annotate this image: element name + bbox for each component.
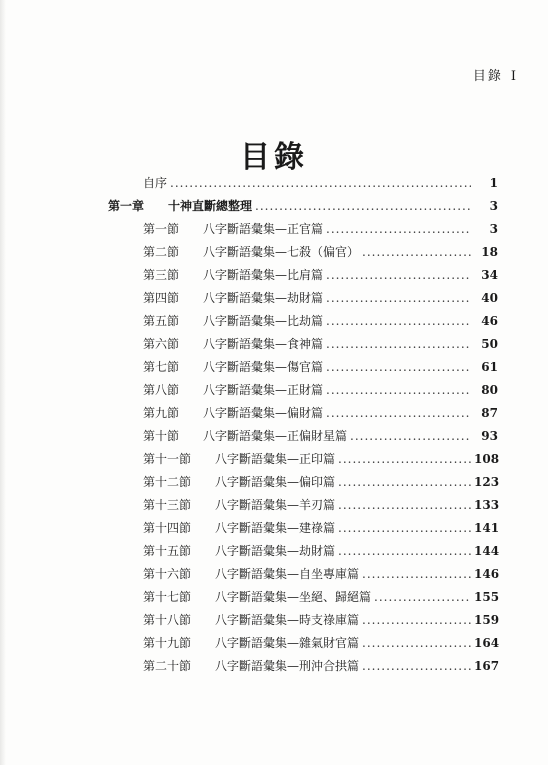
toc-entry-page: 159 xyxy=(474,613,500,627)
toc-section-title: 八字斷語彙集—食神篇 xyxy=(203,337,324,351)
toc-entry-chapter-1[interactable] xyxy=(108,195,498,217)
toc-entry-section[interactable] xyxy=(143,425,498,447)
toc-section-number: 第四節 xyxy=(143,291,180,305)
toc-section-number: 第十四節 xyxy=(143,521,192,535)
toc-entry-section[interactable] xyxy=(143,287,498,309)
toc-entry-page: 40 xyxy=(481,291,498,305)
toc-entry-section[interactable] xyxy=(143,655,498,677)
toc-dot-leader xyxy=(362,563,471,585)
toc-entry-section[interactable] xyxy=(143,609,498,631)
toc-dot-leader xyxy=(362,609,471,631)
toc-entry-section[interactable] xyxy=(143,379,498,401)
toc-section-title: 八字斷語彙集—正偏財星篇 xyxy=(203,429,348,443)
toc-dot-leader xyxy=(326,333,471,355)
toc-dot-leader xyxy=(326,287,471,309)
toc-entry-section[interactable] xyxy=(143,356,498,378)
toc-entry-section[interactable] xyxy=(143,494,498,516)
toc-section-number: 第十二節 xyxy=(143,475,192,489)
toc-section-title: 八字斷語彙集—正印篇 xyxy=(215,452,336,466)
running-header-label: 目錄 xyxy=(472,69,503,84)
toc-section-title: 八字斷語彙集—偏印篇 xyxy=(215,475,336,489)
toc-entry-section[interactable] xyxy=(143,517,498,539)
toc-dot-leader xyxy=(326,402,471,424)
toc-section-title: 八字斷語彙集—坐絕、歸絕篇 xyxy=(215,590,372,604)
toc-section-number: 第十節 xyxy=(143,429,180,443)
toc-entry-page: 18 xyxy=(481,245,498,259)
toc-entry-page: 50 xyxy=(481,337,498,351)
toc-entry-page: 164 xyxy=(474,636,500,650)
toc-section-title: 八字斷語彙集—劫財篇 xyxy=(215,544,336,558)
toc-section-title: 八字斷語彙集—正官篇 xyxy=(203,222,324,236)
toc-entry-page: 123 xyxy=(474,475,500,489)
toc-entry-section[interactable] xyxy=(143,448,498,470)
toc-entry-section[interactable] xyxy=(143,402,498,424)
toc-entry-preface[interactable] xyxy=(143,172,498,194)
toc-entry-page: 87 xyxy=(481,406,498,420)
toc-section-title: 八字斷語彙集—傷官篇 xyxy=(203,360,324,374)
toc-entry-page: 133 xyxy=(474,498,500,512)
toc-entry-page: 3 xyxy=(489,199,498,213)
toc-section-title: 八字斷語彙集—七殺（偏官） xyxy=(203,245,360,259)
toc-section-title: 八字斷語彙集—劫財篇 xyxy=(203,291,324,305)
toc-dot-leader xyxy=(326,310,471,332)
toc-section-title: 八字斷語彙集—羊刃篇 xyxy=(215,498,336,512)
toc-dot-leader xyxy=(362,655,471,677)
toc-section-title: 八字斷語彙集—刑沖合拱篇 xyxy=(215,659,360,673)
toc-dot-leader xyxy=(338,517,471,539)
toc-dot-leader xyxy=(362,241,471,263)
toc-section-number: 第九節 xyxy=(143,406,180,420)
toc-section-number: 第一節 xyxy=(143,222,180,236)
toc-entry-page: 1 xyxy=(489,176,498,190)
toc-entry-page: 80 xyxy=(481,383,498,397)
toc-section-number: 第七節 xyxy=(143,360,180,374)
toc-section-title: 八字斷語彙集—偏財篇 xyxy=(203,406,324,420)
toc-entry-page: 167 xyxy=(474,659,500,673)
running-header xyxy=(473,65,518,84)
toc-chapter-number: 第一章 xyxy=(108,199,145,213)
toc-dot-leader xyxy=(350,425,471,447)
toc-entry-section[interactable] xyxy=(143,218,498,240)
toc-entry-title: 自序 xyxy=(143,176,168,190)
toc-section-title: 八字斷語彙集—時支祿庫篇 xyxy=(215,613,360,627)
toc-entry-section[interactable] xyxy=(143,310,498,332)
toc-dot-leader xyxy=(338,448,471,470)
toc-section-title: 八字斷語彙集—雜氣財官篇 xyxy=(215,636,360,650)
toc-dot-leader xyxy=(338,471,471,493)
page-title: 目錄 xyxy=(240,140,308,175)
toc-section-title: 八字斷語彙集—比肩篇 xyxy=(203,268,324,282)
toc-entry-page: 46 xyxy=(481,314,498,328)
toc-entry-page: 155 xyxy=(474,590,500,604)
toc-section-title: 八字斷語彙集—自坐專庫篇 xyxy=(215,567,360,581)
toc-entry-section[interactable] xyxy=(143,563,498,585)
toc-section-number: 第十七節 xyxy=(143,590,192,604)
toc-section-number: 第十九節 xyxy=(143,636,192,650)
running-header-page-number: I xyxy=(510,69,518,84)
toc-entry-section[interactable] xyxy=(143,241,498,263)
toc-section-title: 八字斷語彙集—建祿篇 xyxy=(215,521,336,535)
toc-section-number: 第二十節 xyxy=(143,659,192,673)
toc-section-number: 第三節 xyxy=(143,268,180,282)
page-edge-shadow xyxy=(0,0,6,765)
toc-entry-page: 34 xyxy=(481,268,498,282)
toc-entry-page: 93 xyxy=(481,429,498,443)
toc-entry-section[interactable] xyxy=(143,586,498,608)
toc-dot-leader xyxy=(338,540,471,562)
toc-section-title: 八字斷語彙集—比劫篇 xyxy=(203,314,324,328)
toc-entry-section[interactable] xyxy=(143,264,498,286)
toc-entry-page: 3 xyxy=(489,222,498,236)
toc-section-number: 第十六節 xyxy=(143,567,192,581)
toc-entry-section[interactable] xyxy=(143,632,498,654)
toc-section-number: 第二節 xyxy=(143,245,180,259)
toc-dot-leader xyxy=(326,379,471,401)
toc-entry-section[interactable] xyxy=(143,540,498,562)
toc-section-number: 第十一節 xyxy=(143,452,192,466)
toc-dot-leader xyxy=(362,632,471,654)
toc-entry-page: 108 xyxy=(474,452,500,466)
toc-dot-leader xyxy=(338,494,471,516)
toc-dot-leader xyxy=(255,195,471,217)
toc-section-title: 八字斷語彙集—正財篇 xyxy=(203,383,324,397)
toc-section-number: 第六節 xyxy=(143,337,180,351)
toc-chapter-title: 十神直斷總整理 xyxy=(168,199,253,213)
toc-section-number: 第五節 xyxy=(143,314,180,328)
toc-dot-leader xyxy=(326,218,471,240)
toc-entry-page: 141 xyxy=(474,521,500,535)
toc-entry-page: 61 xyxy=(481,360,498,374)
toc-entry-section[interactable] xyxy=(143,333,498,355)
toc-entry-page: 144 xyxy=(474,544,500,558)
toc-section-number: 第八節 xyxy=(143,383,180,397)
toc-dot-leader xyxy=(374,586,471,608)
toc-dot-leader xyxy=(326,264,471,286)
toc-section-number: 第十八節 xyxy=(143,613,192,627)
toc-section-number: 第十三節 xyxy=(143,498,192,512)
toc-dot-leader xyxy=(326,356,471,378)
toc-entry-section[interactable] xyxy=(143,471,498,493)
toc-entry-page: 146 xyxy=(474,567,500,581)
toc-dot-leader xyxy=(170,172,471,194)
toc-section-number: 第十五節 xyxy=(143,544,192,558)
